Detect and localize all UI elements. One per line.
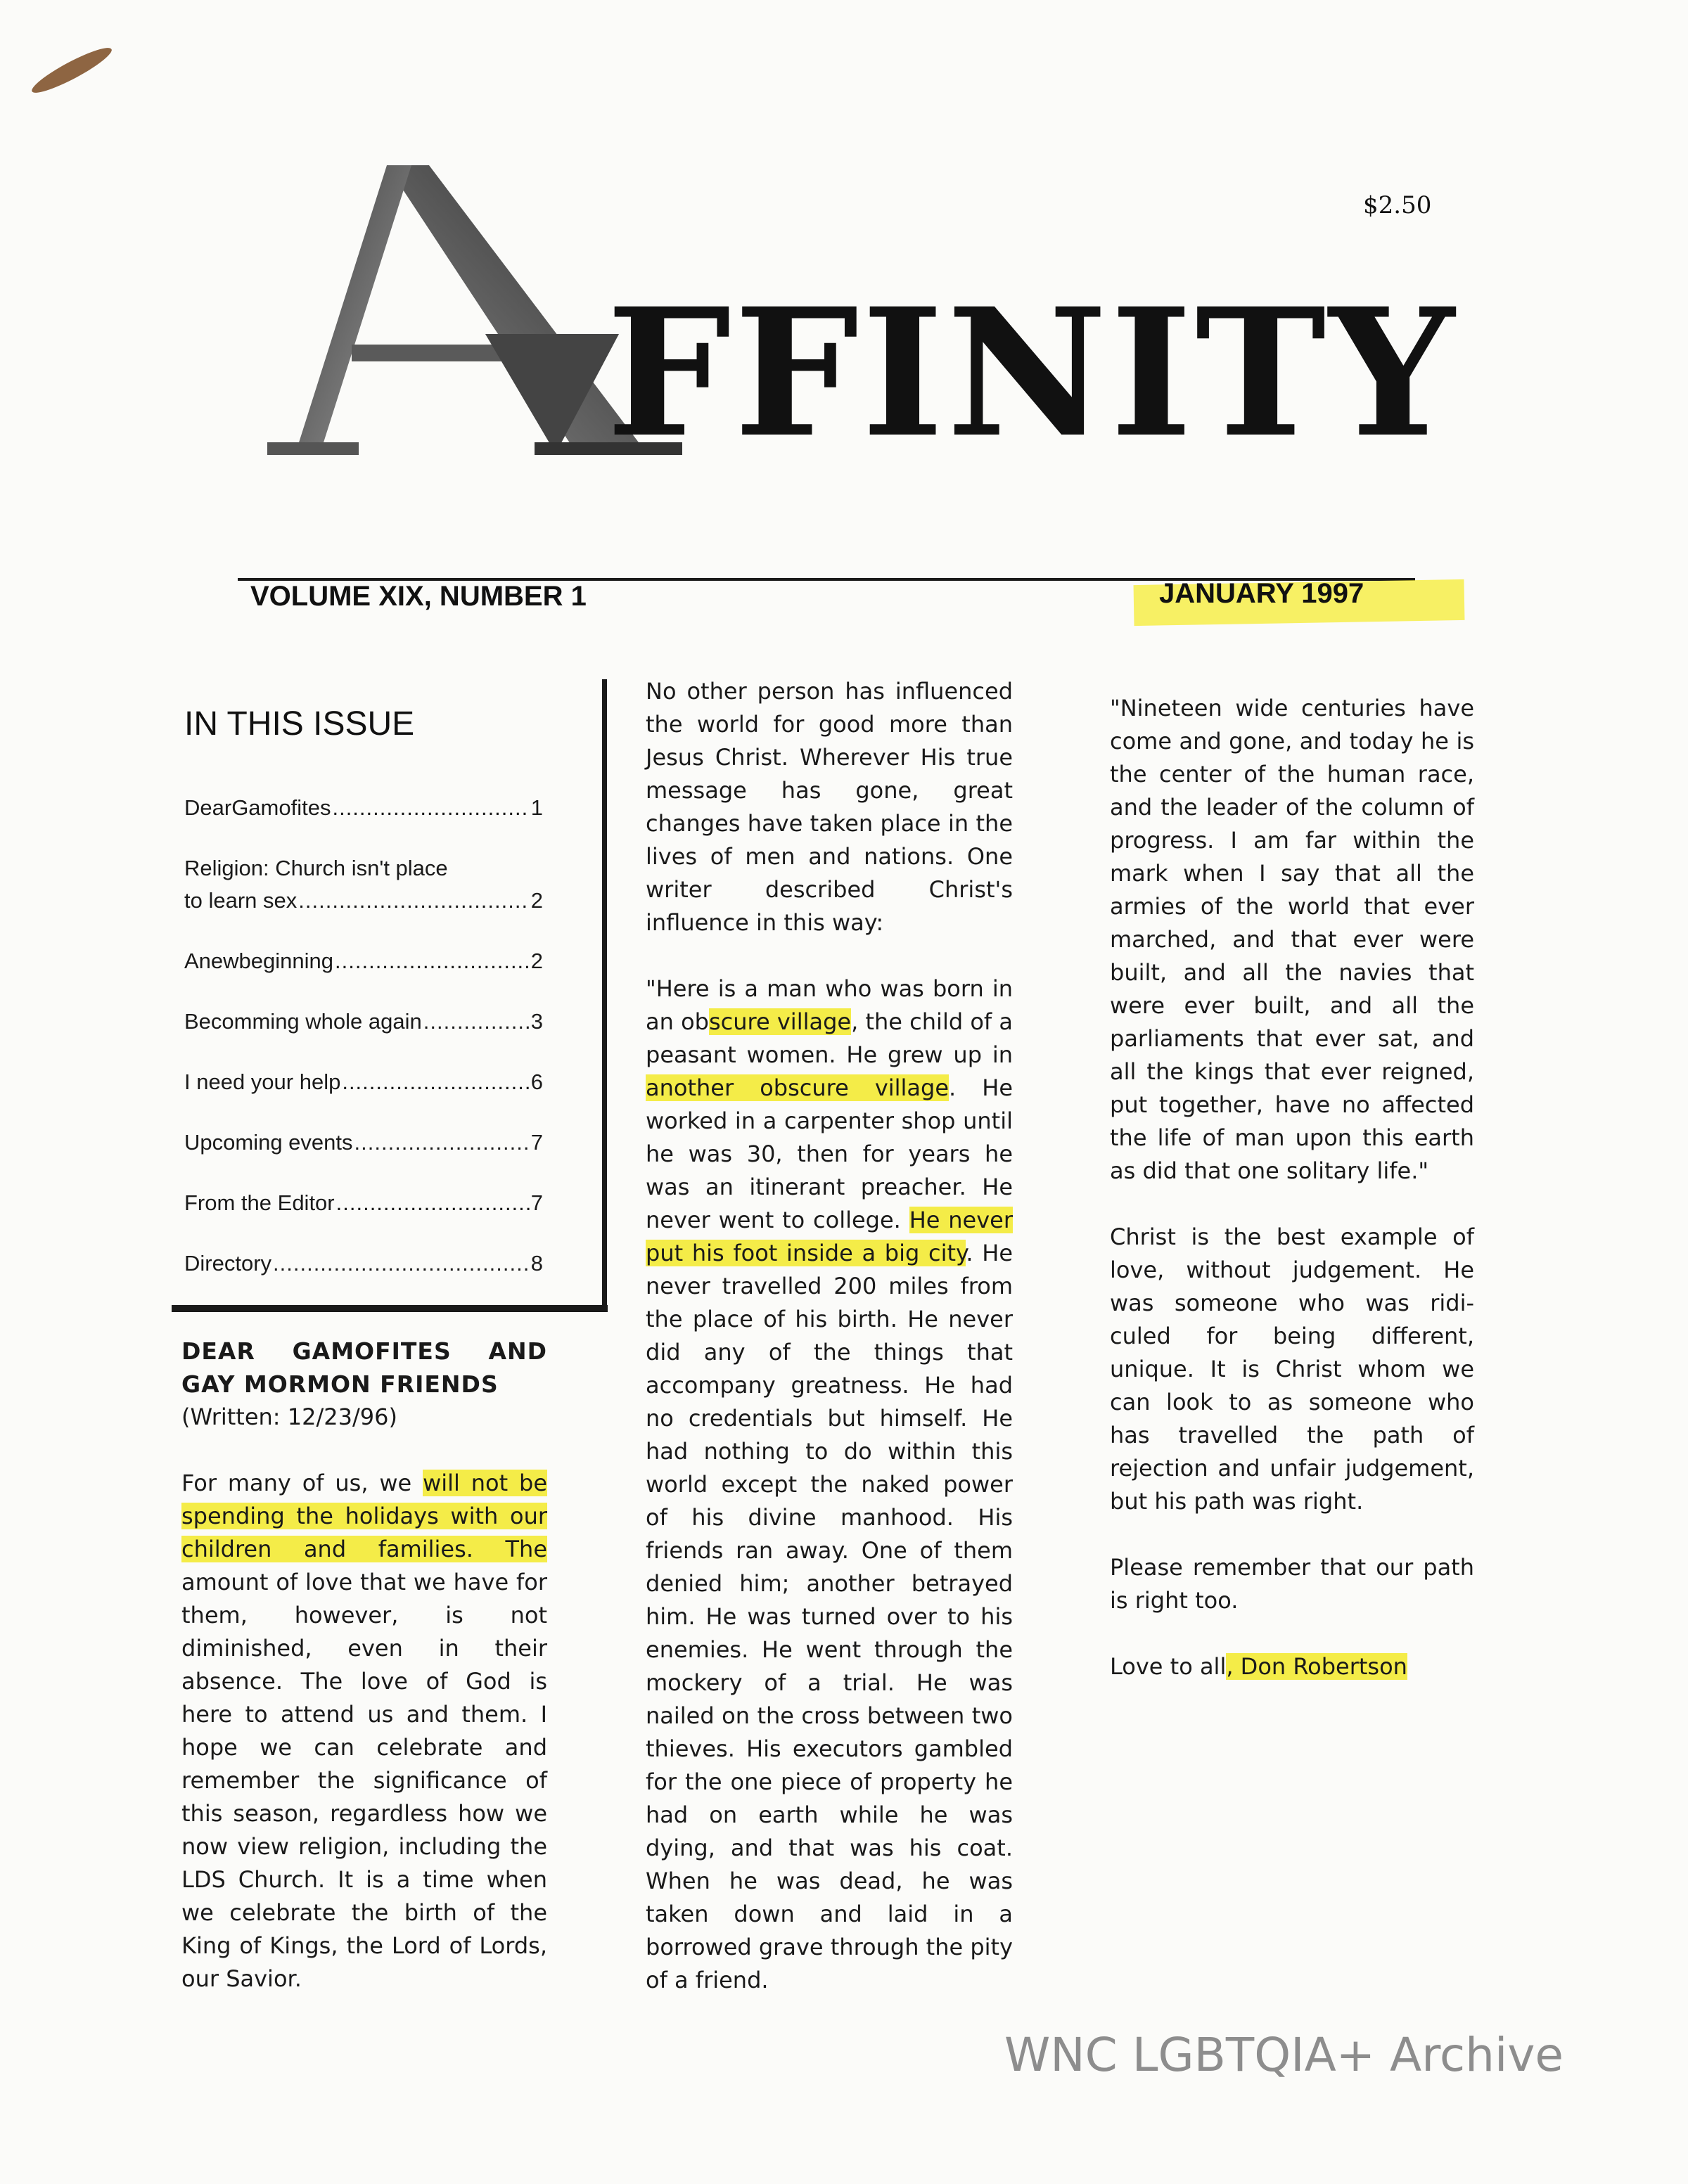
toc-entry: Directory ..... 8 [184,1247,543,1280]
toc-title: IN THIS ISSUE [184,705,415,743]
article-paragraph-2: No other person has influenced the world for good more than Jesus Christ. Wherever His true message has gone, great changes have taken place in the lives of men and nations. One writer described Christ's influence in this way: [646,678,1013,936]
article-paragraph-1: For many of us, we will not be spending the holidays with our children and families. The amount of love that we have for them, however, is not diminished, even in their absence. The love of God is here to attend us and them. I hope we can celebrate and remember the significance of this season, regardless how we now view religion, including the LDS Church. It is a time when we celebrate the birth of the King of Kings, the Lord of Lords, our Savior. [181,1470,548,1992]
toc-entry: Becomming whole again ..... 3 [184,1006,543,1038]
article-heading: DEAR GAMOFITES AND GAY MORMON FRIENDS [181,1337,547,1398]
toc-entry: DearGamofites ..... 1 [184,792,543,824]
volume-number: VOLUME XIX, NUMBER 1 [250,581,587,612]
archive-watermark: WNC LGBTQIA+ Archive [1004,2028,1564,2082]
article-column-1 [181,1335,547,2029]
article-paragraph-6: Please remember that our path is right too. [1110,1554,1474,1614]
article-column-2 [646,675,1013,2030]
toc-list [184,792,543,1308]
masthead-title: FFINITY [606,269,1457,476]
article-paragraph-4: "Nineteen wide centuries have come and gone, and today he is the center of the human race, and the leader of the column of progress. I am far within the mark when I say that all the armies of the world that ever marched, and that ever were built, and all the navies that were ever built, and all the parliaments that ever sat, and all the kings that ever reigned, put together, have no affected the life of man upon this earth as did that one solitary life." [1110,695,1474,1184]
price-label: $2.50 [1363,191,1432,219]
article-signoff: Love to all, Don Robertson [1110,1653,1407,1680]
article-paragraph-5: Christ is the best example of love, without judgement. He was someone who was ridi-culed for being different, unique. It is Christ whom we can look to as someone who has travelled the path of rejection and unfair judgement, but his path was right. [1110,1223,1474,1515]
article-column-3 [1110,692,1474,1716]
toc-entry: Religion: Church isn't place to learn sex ..... 2 [184,852,543,917]
toc-entry: I need your help ..... 6 [184,1066,543,1098]
toc-entry: Anewbeginning ..... 2 [184,945,543,977]
article-written-date: (Written: 12/23/96) [181,1403,397,1430]
toc-entry: Upcoming events ..... 7 [184,1126,543,1159]
issue-date: JANUARY 1997 [1159,578,1364,609]
article-quote-paragraph: "Here is a man who was born in an obscure village, the child of a peasant women. He grew up in another obscure village. He worked in a carpenter shop until he was 30, then for years he was an itinerant preacher. He never went to college. He never put his foot inside a big city. He never travelled 200 miles from the place of his birth. He never did any of the things that accompany greatness. He had no credentials but himself. He had nothing to do within this world except the naked power of his divine manhood. His friends ran away. One of them denied him; another betrayed him. He was turned over to his enemies. He went through the mockery of a trial. He was nailed on the cross between two thieves. His executors gambled for the one piece of property he had on earth while he was dying, and that was his coat. When he was dead, he was taken down and laid in a borrowed grave through the pity of a friend. [646,975,1014,1993]
toc-box-right-border [602,679,607,1312]
ink-stain [28,41,115,98]
toc-entry: From the Editor ..... 7 [184,1187,543,1219]
